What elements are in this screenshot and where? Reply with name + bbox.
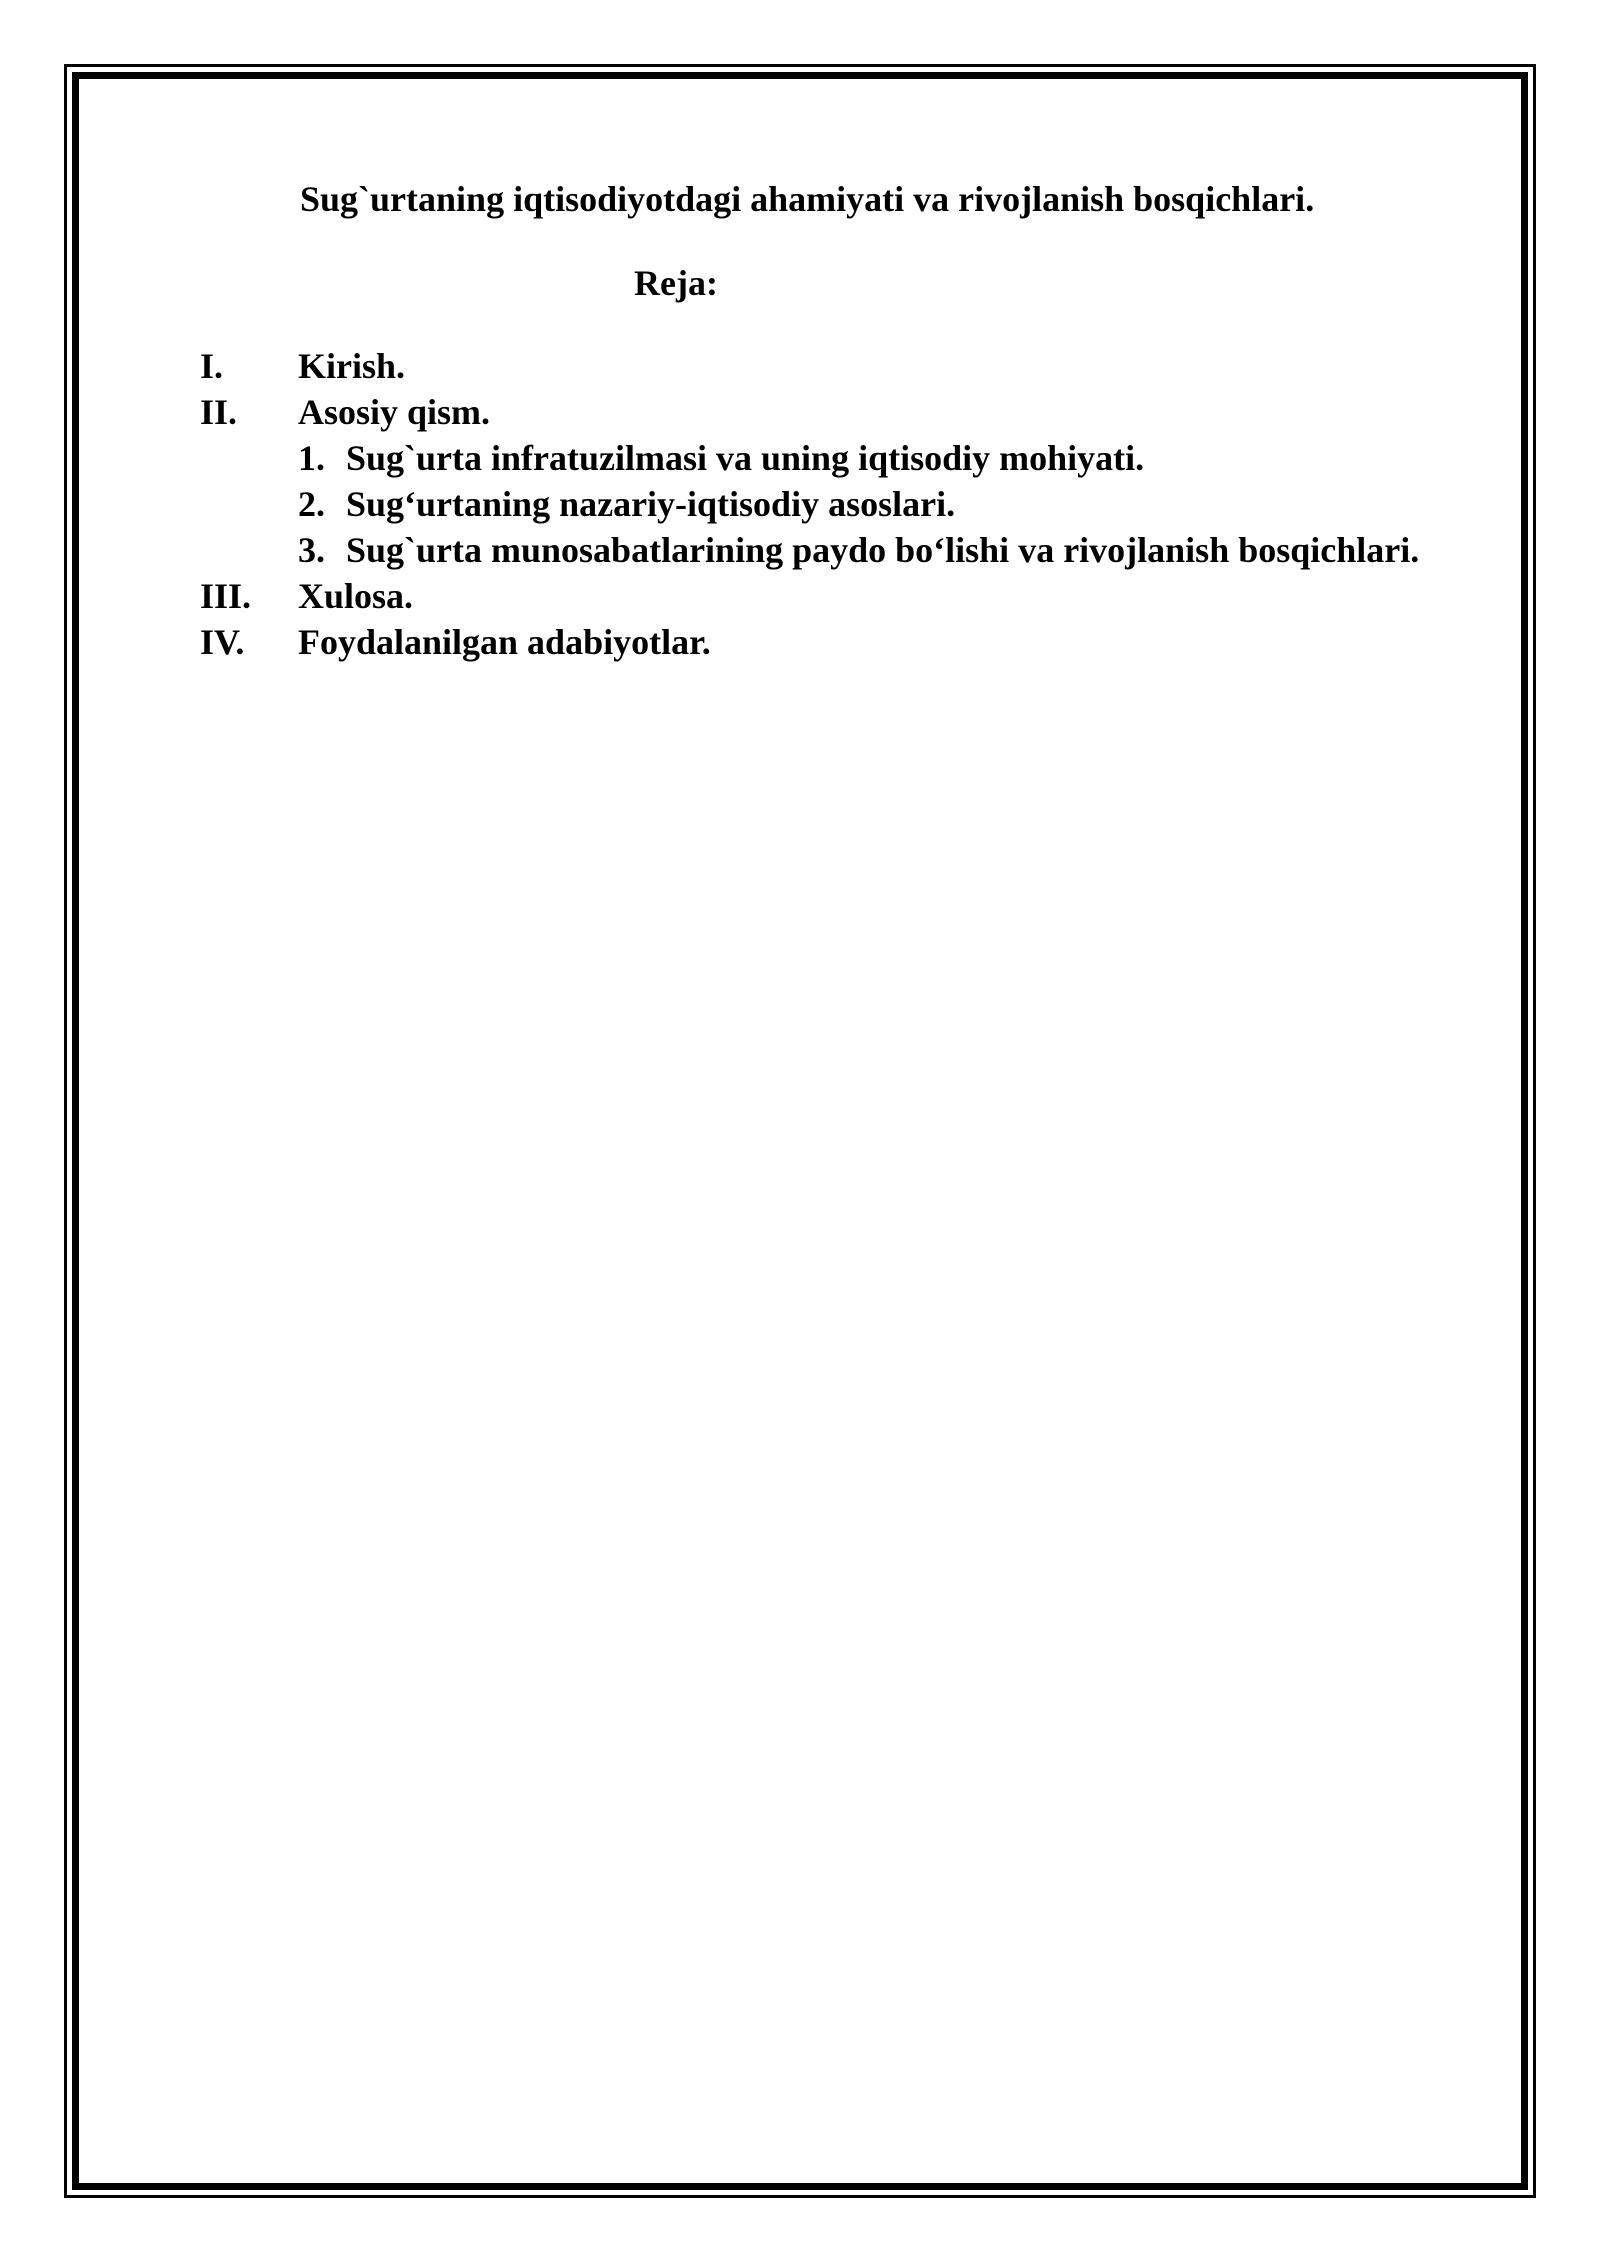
outline-marker: II. [200,392,238,432]
outline-marker: I. [200,346,224,386]
outline-sub-marker: 3. [298,530,325,570]
outline-list [200,343,1500,665]
outline-item-conclusion [200,573,1500,619]
outline-item-introduction [200,343,1500,389]
outline-item-references [200,619,1500,665]
outline-sub-marker: 1. [298,438,325,478]
outline-sub-text: Sug`urta munosabatlarining paydo bo‘lishi va rivojlanish bosqichlari. [346,530,1420,570]
outline-sub-text: Sug‘urtaning nazariy-iqtisodiy asoslari. [346,484,956,524]
outline-sub-text: Sug`urta infratuzilmasi va uning iqtisodiy mohiyati. [346,438,1145,478]
outline-text: Xulosa. [298,576,414,616]
outline-subitem-2 [200,481,1500,527]
outline-marker: III. [200,576,252,616]
outline-text: Foydalanilgan adabiyotlar. [298,622,711,662]
outline-subitem-3 [200,527,1500,573]
document-title: Sug`urtaning iqtisodiyotdagi ahamiyati va rivojlanish bosqichlari. [300,179,1315,219]
outline-marker: IV. [200,622,245,662]
outline-text: Kirish. [298,346,406,386]
plan-heading: Reja: [634,263,718,303]
outline-subitem-1 [200,435,1500,481]
outline-item-main-part [200,389,1500,435]
outline-text: Asosiy qism. [298,392,491,432]
outline-sub-marker: 2. [298,484,325,524]
